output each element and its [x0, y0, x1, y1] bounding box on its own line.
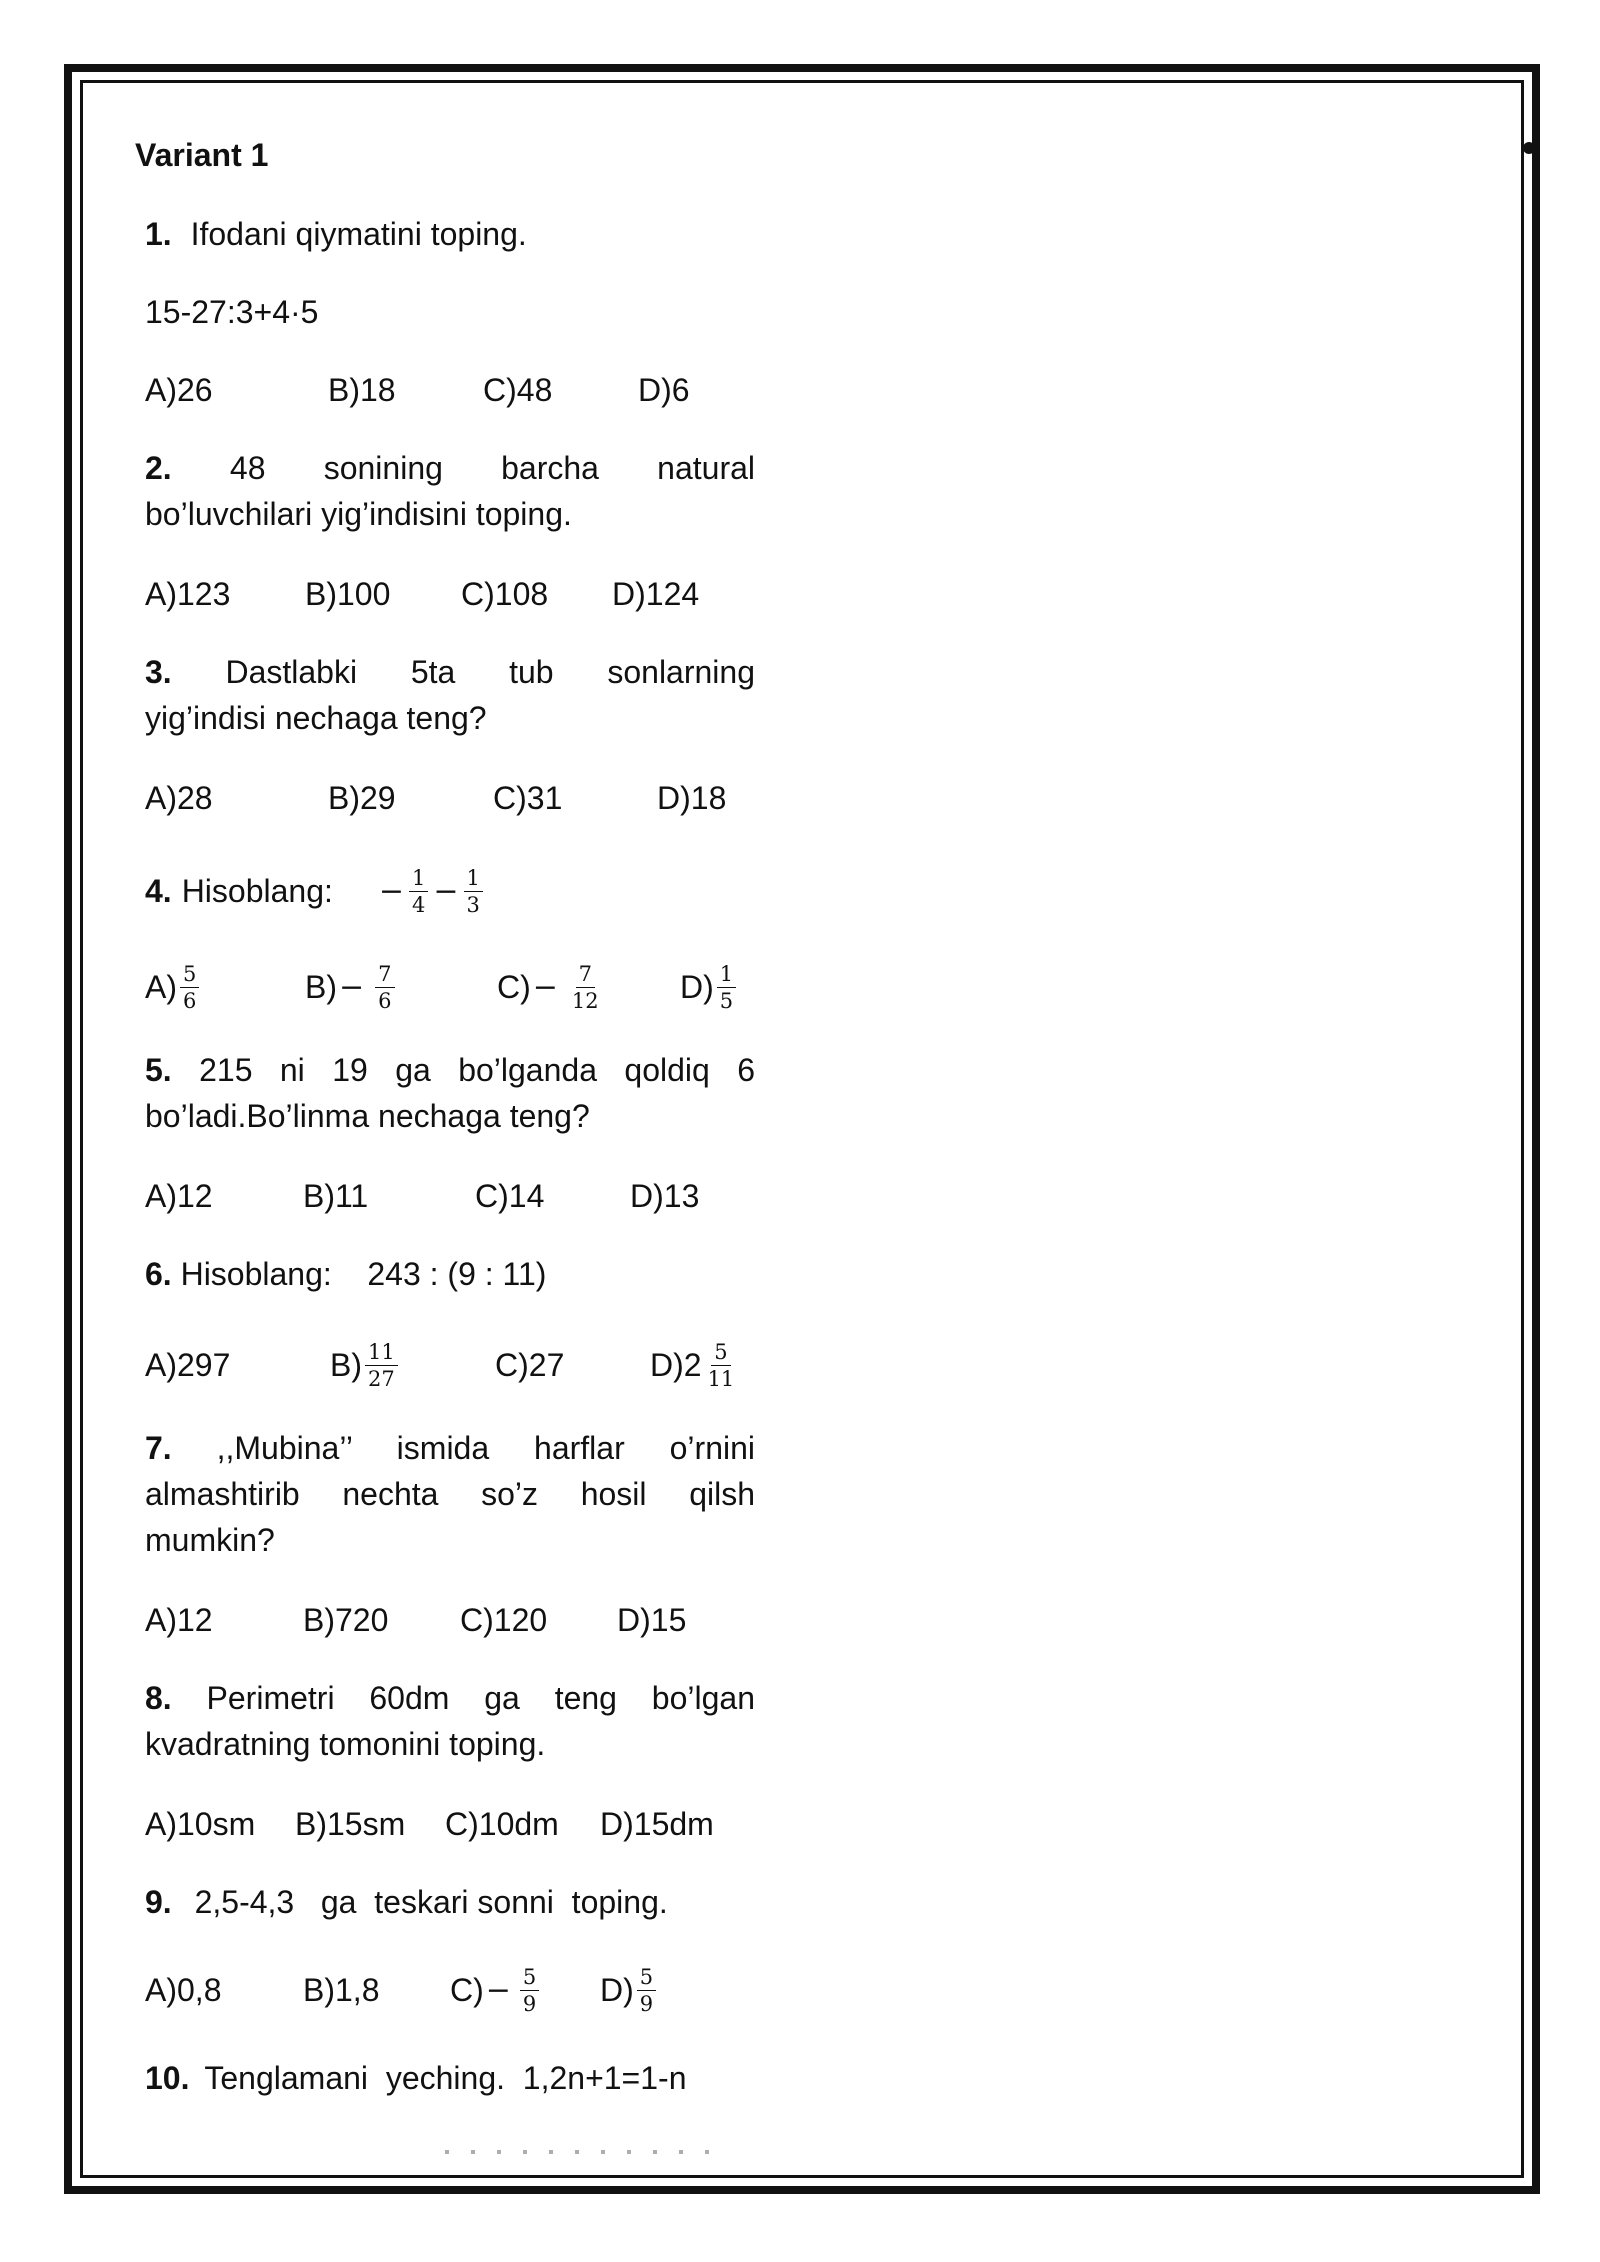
- question-8-text-line2: kvadratning tomonini toping.: [145, 1726, 546, 1762]
- question-9: [145, 1882, 668, 1922]
- fraction: $\frac{7}{6}$: [375, 963, 394, 1012]
- fraction: $\frac{1}{5}$: [717, 963, 736, 1012]
- option-a: A)26: [145, 371, 213, 408]
- fraction: $\frac{5}{9}$: [520, 1966, 539, 2015]
- option-b: B) − $\frac{7}{6}$: [305, 952, 398, 1022]
- question-8: [145, 1678, 755, 1718]
- question-number: 10.: [145, 2060, 190, 2096]
- option-b: B)15sm: [295, 1805, 406, 1842]
- option-b: B)11: [303, 1177, 369, 1214]
- question-6: [145, 1254, 546, 1294]
- expression: [377, 867, 486, 916]
- fraction: $\frac{5}{11}$: [707, 1339, 735, 1391]
- option-a: A)10sm: [145, 1805, 256, 1842]
- question-text: Tenglamani yeching. 1,2n+1=1-n: [204, 2060, 687, 2096]
- question-text: 48 sonining barcha natural: [229, 450, 756, 486]
- option-a: A)28: [145, 779, 213, 816]
- question-5: [145, 1050, 755, 1090]
- question-number: 6.: [145, 1256, 172, 1292]
- option-b: B)29: [328, 779, 396, 816]
- question-4: [145, 856, 845, 926]
- option-c: C)14: [475, 1177, 545, 1214]
- corner-dot: [1523, 142, 1535, 154]
- option-c: C) − $\frac{5}{9}$: [450, 1955, 542, 2025]
- question-9-options: [145, 1955, 845, 2025]
- option-c: C)120: [460, 1601, 548, 1638]
- question-3: [145, 652, 755, 692]
- option-d: D)6: [638, 371, 690, 408]
- option-b: B)18: [328, 371, 396, 408]
- question-number: 5.: [145, 1052, 172, 1088]
- question-text: Dastlabki 5ta tub sonlarning: [225, 654, 756, 690]
- option-c: C)108: [461, 575, 549, 612]
- question-number: 8.: [145, 1680, 172, 1716]
- question-text: Hisoblang:: [181, 872, 333, 909]
- fraction: $\frac{5}{6}$: [180, 963, 199, 1012]
- option-a: A)12: [145, 1601, 213, 1638]
- fraction: $\frac{1}{4}$: [409, 867, 428, 916]
- question-4-options: [145, 952, 845, 1022]
- question-7: [145, 1428, 755, 1468]
- question-number: 4.: [145, 872, 172, 909]
- option-d: D)15: [617, 1601, 687, 1638]
- cut-off-text-line: [445, 2150, 715, 2154]
- option-d: D)124: [612, 575, 700, 612]
- question-number: 7.: [145, 1430, 172, 1466]
- minus-sign: −: [433, 873, 459, 909]
- question-7-options: [145, 1590, 845, 1650]
- question-5-text-line2: bo’ladi.Bo’linma nechaga teng?: [145, 1098, 590, 1134]
- question-number: 3.: [145, 654, 172, 690]
- question-text: Ifodani qiymatini toping.: [190, 216, 527, 252]
- option-c: C)48: [483, 371, 553, 408]
- option-d: D)18: [657, 779, 727, 816]
- question-1-options: [145, 360, 845, 420]
- question-8-options: [145, 1794, 845, 1854]
- question-7-text-line2: almashtirib nechta so’z hosil qilsh: [145, 1476, 755, 1512]
- option-a: A)0,8: [145, 1971, 222, 2008]
- fraction: $\frac{11}{27}$: [365, 1341, 398, 1390]
- option-d: D) $\frac{1}{5}$: [680, 952, 739, 1022]
- variant-title: Variant 1: [135, 137, 269, 173]
- option-d: D) $\frac{5}{9}$: [600, 1955, 659, 2025]
- option-a: A)12: [145, 1177, 213, 1214]
- option-c: C)27: [495, 1346, 565, 1383]
- question-3-options: [145, 768, 845, 828]
- question-2-options: [145, 564, 845, 624]
- question-text: 2,5-4,3 ga teskari sonni toping.: [194, 1884, 668, 1920]
- fraction: $\frac{1}{3}$: [464, 867, 483, 916]
- option-b: B) $\frac{11}{27}$: [330, 1330, 401, 1400]
- question-2: [145, 448, 755, 488]
- fraction: $\frac{7}{12}$: [571, 961, 599, 1013]
- question-text: ,,Mubina’’ ismida harflar o’rnini: [216, 1430, 756, 1466]
- question-text: 215 ni 19 ga bo’lganda qoldiq 6: [199, 1052, 756, 1088]
- question-7-text-line3: mumkin?: [145, 1522, 275, 1558]
- option-d: D)13: [630, 1177, 700, 1214]
- option-a: A)123: [145, 575, 231, 612]
- question-10: [145, 2058, 686, 2098]
- question-1-expression: 15-27:3+4·5: [145, 294, 319, 330]
- minus-sign: −: [378, 873, 405, 909]
- fraction: $\frac{5}{9}$: [637, 1966, 656, 2015]
- question-number: 1.: [145, 216, 172, 252]
- option-c: C) − $\frac{7}{12}$: [497, 952, 605, 1022]
- option-d: D)15dm: [600, 1805, 714, 1842]
- question-text: Perimetri 60dm ga teng bo’lgan: [206, 1680, 756, 1716]
- question-6-options: [145, 1330, 845, 1400]
- question-1: [145, 214, 527, 254]
- question-5-options: [145, 1166, 845, 1226]
- question-2-text-line2: bo’luvchilari yig’indisini toping.: [145, 496, 572, 532]
- option-b: B)720: [303, 1601, 389, 1638]
- option-c: C)10dm: [445, 1805, 559, 1842]
- option-b: B)100: [305, 575, 391, 612]
- question-3-text-line2: yig’indisi nechaga teng?: [145, 700, 487, 736]
- question-text: Hisoblang: 243 : (9 : 11): [180, 1256, 547, 1292]
- option-d: D)2 $\frac{5}{11}$: [650, 1330, 740, 1400]
- option-a: A) $\frac{5}{6}$: [145, 952, 202, 1022]
- question-number: 2.: [145, 450, 172, 486]
- option-c: C)31: [493, 779, 563, 816]
- option-a: A)297: [145, 1346, 231, 1383]
- question-number: 9.: [145, 1884, 172, 1920]
- option-b: B)1,8: [303, 1971, 380, 2008]
